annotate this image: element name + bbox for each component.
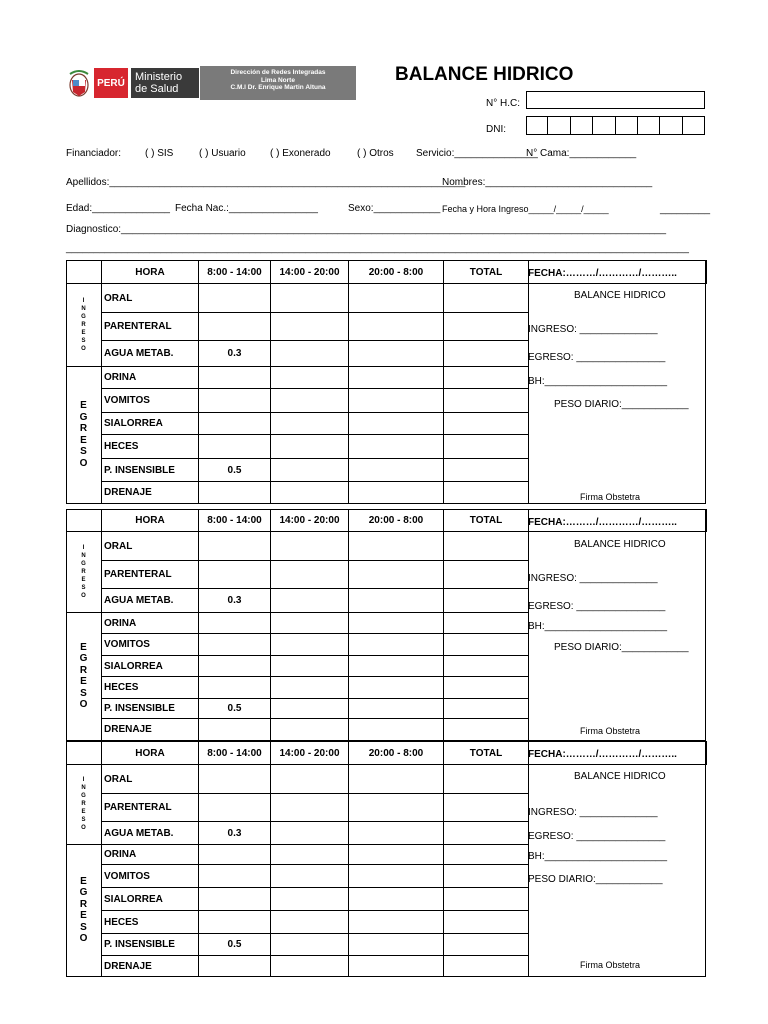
row-label-parenteral: PARENTERAL xyxy=(102,794,199,822)
hora-header: HORA xyxy=(102,742,199,765)
entry-cell-parenteral-1[interactable] xyxy=(199,794,271,822)
row-label-drenaje: DRENAJE xyxy=(102,482,199,504)
balance-block xyxy=(66,509,706,741)
entry-cell-heces-4[interactable] xyxy=(444,677,529,699)
entry-cell-vomitos-3[interactable] xyxy=(349,389,444,413)
entry-cell-orina-3[interactable] xyxy=(349,613,444,634)
entry-cell-oral-2[interactable] xyxy=(271,284,349,313)
option-otros[interactable]: ( ) Otros xyxy=(357,148,394,159)
balance-block xyxy=(66,741,706,977)
entry-cell-sialorrea-2[interactable] xyxy=(271,888,349,911)
fecha-field[interactable]: FECHA:………/…………/……….. xyxy=(528,749,677,760)
direction-box: Dirección de Redes Integradas Lima Norte C.M.I Dr. Enrique Martin Altuna xyxy=(200,66,356,100)
entry-cell-drenaje-4[interactable] xyxy=(444,482,529,504)
entry-cell-drenaje-1[interactable] xyxy=(199,719,271,741)
entry-cell-vomitos-2[interactable] xyxy=(271,389,349,413)
dni-field[interactable] xyxy=(526,116,705,135)
row-label-vomitos: VOMITOS xyxy=(102,634,199,656)
shift-2-header: 14:00 - 20:00 xyxy=(271,510,349,532)
entry-cell-vomitos-2[interactable] xyxy=(271,865,349,888)
entry-cell-heces-1[interactable] xyxy=(199,435,271,459)
entry-cell-parenteral-1[interactable] xyxy=(199,561,271,589)
peso-diario-field[interactable]: PESO DIARIO:____________ xyxy=(554,399,689,410)
entry-cell-heces-4[interactable] xyxy=(444,911,529,934)
entry-cell-drenaje-4[interactable] xyxy=(444,956,529,977)
firma-obstetra-label: Firma Obstetra xyxy=(580,960,641,970)
shift-2-header: 14:00 - 20:00 xyxy=(271,261,349,284)
entry-cell-agua-1[interactable]: 0.3 xyxy=(199,589,271,613)
entry-cell-vomitos-1[interactable] xyxy=(199,389,271,413)
entry-cell-vomitos-2[interactable] xyxy=(271,634,349,656)
shift-3-header: 20:00 - 8:00 xyxy=(349,510,444,532)
total-header: TOTAL xyxy=(444,742,529,765)
dni-digit[interactable] xyxy=(683,116,705,135)
row-label-insensible: P. INSENSIBLE xyxy=(102,459,199,482)
entry-cell-sialorrea-4[interactable] xyxy=(444,888,529,911)
peso-diario-field[interactable]: PESO DIARIO:____________ xyxy=(554,642,689,653)
row-label-parenteral: PARENTERAL xyxy=(102,561,199,589)
row-label-orina: ORINA xyxy=(102,613,199,634)
entry-cell-drenaje-3[interactable] xyxy=(349,482,444,504)
dni-digit[interactable] xyxy=(638,116,660,135)
hora-header: HORA xyxy=(102,261,199,284)
bh-field[interactable]: BH:______________________ xyxy=(528,851,668,862)
entry-cell-agua-4[interactable] xyxy=(444,589,529,613)
fecha-field[interactable]: FECHA:………/…………/……….. xyxy=(528,268,677,279)
dni-digit[interactable] xyxy=(548,116,570,135)
entry-cell-orina-4[interactable] xyxy=(444,613,529,634)
entry-cell-sialorrea-3[interactable] xyxy=(349,413,444,435)
cama-field[interactable]: N° Cama:____________ xyxy=(526,148,637,159)
diagnostico-extra-line[interactable]: ________________________________________________________________________________________________________________ xyxy=(66,243,689,254)
balance-block xyxy=(66,260,706,504)
firma-obstetra-label: Firma Obstetra xyxy=(580,726,641,736)
total-header: TOTAL xyxy=(444,261,529,284)
row-label-oral: ORAL xyxy=(102,532,199,561)
entry-cell-orina-2[interactable] xyxy=(271,845,349,865)
entry-cell-agua-2[interactable] xyxy=(271,589,349,613)
entry-cell-vomitos-3[interactable] xyxy=(349,634,444,656)
entry-cell-orina-3[interactable] xyxy=(349,845,444,865)
page-title: BALANCE HIDRICO xyxy=(395,64,574,85)
nombres-field[interactable]: Nombres:______________________________ xyxy=(442,177,653,188)
entry-cell-insensible-2[interactable] xyxy=(271,699,349,719)
dni-digit[interactable] xyxy=(526,116,548,135)
bh-field[interactable]: BH:______________________ xyxy=(528,376,668,387)
corner-cell xyxy=(67,261,102,284)
egreso-vertical-label: E G R E S O xyxy=(79,875,88,944)
entry-cell-drenaje-3[interactable] xyxy=(349,956,444,977)
ingreso-vertical-label: I N G R E S O xyxy=(81,777,86,831)
entry-cell-insensible-1[interactable]: 0.5 xyxy=(199,934,271,956)
egreso-vertical-label: E G R E S O xyxy=(79,400,88,469)
entry-cell-drenaje-1[interactable] xyxy=(199,482,271,504)
entry-cell-orina-2[interactable] xyxy=(271,367,349,389)
row-label-orina: ORINA xyxy=(102,845,199,865)
entry-cell-agua-3[interactable] xyxy=(349,589,444,613)
entry-cell-vomitos-1[interactable] xyxy=(199,634,271,656)
row-label-agua: AGUA METAB. xyxy=(102,589,199,613)
shift-1-header: 8:00 - 14:00 xyxy=(199,742,271,765)
egreso-vertical-label: E G R E S O xyxy=(79,641,88,710)
entry-cell-agua-4[interactable] xyxy=(444,822,529,845)
row-label-heces: HECES xyxy=(102,435,199,459)
entry-cell-oral-3[interactable] xyxy=(349,532,444,561)
entry-cell-sialorrea-3[interactable] xyxy=(349,656,444,677)
summary-title: BALANCE HIDRICO xyxy=(574,771,666,782)
summary-title: BALANCE HIDRICO xyxy=(574,290,666,301)
entry-cell-agua-1[interactable]: 0.3 xyxy=(199,822,271,845)
entry-cell-insensible-2[interactable] xyxy=(271,934,349,956)
row-label-heces: HECES xyxy=(102,911,199,934)
shift-1-header: 8:00 - 14:00 xyxy=(199,510,271,532)
entry-cell-parenteral-3[interactable] xyxy=(349,561,444,589)
corner-cell xyxy=(67,742,102,765)
summary-title: BALANCE HIDRICO xyxy=(574,539,666,550)
ingreso-vertical-label: I N G R E S O xyxy=(81,544,86,599)
entry-cell-agua-1[interactable]: 0.3 xyxy=(199,341,271,367)
dni-digit[interactable] xyxy=(660,116,682,135)
entry-cell-insensible-3[interactable] xyxy=(349,934,444,956)
entry-cell-orina-4[interactable] xyxy=(444,367,529,389)
entry-cell-drenaje-3[interactable] xyxy=(349,719,444,741)
entry-cell-parenteral-1[interactable] xyxy=(199,313,271,341)
egreso-total-field[interactable]: EGRESO: ________________ xyxy=(528,352,666,363)
entry-cell-oral-2[interactable] xyxy=(271,532,349,561)
entry-cell-parenteral-4[interactable] xyxy=(444,313,529,341)
row-label-sialorrea: SIALORREA xyxy=(102,413,199,435)
entry-cell-orina-4[interactable] xyxy=(444,845,529,865)
entry-cell-oral-2[interactable] xyxy=(271,765,349,794)
entry-cell-sialorrea-4[interactable] xyxy=(444,656,529,677)
entry-cell-orina-1[interactable] xyxy=(199,845,271,865)
ingreso-total-field[interactable]: INGRESO: ______________ xyxy=(528,807,658,818)
row-label-oral: ORAL xyxy=(102,284,199,313)
entry-cell-sialorrea-1[interactable] xyxy=(199,888,271,911)
entry-cell-parenteral-2[interactable] xyxy=(271,794,349,822)
firma-obstetra-label: Firma Obstetra xyxy=(580,492,641,502)
entry-cell-insensible-4[interactable] xyxy=(444,699,529,719)
entry-cell-vomitos-3[interactable] xyxy=(349,865,444,888)
entry-cell-oral-4[interactable] xyxy=(444,765,529,794)
entry-cell-drenaje-1[interactable] xyxy=(199,956,271,977)
row-label-drenaje: DRENAJE xyxy=(102,956,199,977)
row-label-insensible: P. INSENSIBLE xyxy=(102,699,199,719)
entry-cell-oral-4[interactable] xyxy=(444,284,529,313)
ingreso-total-field[interactable]: INGRESO: ______________ xyxy=(528,324,658,335)
entry-cell-oral-1[interactable] xyxy=(199,284,271,313)
peso-diario-field[interactable]: PESO DIARIO:____________ xyxy=(528,874,663,885)
total-header: TOTAL xyxy=(444,510,529,532)
entry-cell-agua-4[interactable] xyxy=(444,341,529,367)
edad-field[interactable]: Edad:______________ xyxy=(66,203,170,214)
entry-cell-heces-4[interactable] xyxy=(444,435,529,459)
hora-header: HORA xyxy=(102,510,199,532)
entry-cell-agua-3[interactable] xyxy=(349,822,444,845)
row-label-orina: ORINA xyxy=(102,367,199,389)
corner-cell xyxy=(67,510,102,532)
entry-cell-heces-2[interactable] xyxy=(271,677,349,699)
apellidos-field[interactable]: Apellidos:________________________________________________________________ xyxy=(66,177,466,188)
row-label-agua: AGUA METAB. xyxy=(102,822,199,845)
entry-cell-heces-2[interactable] xyxy=(271,911,349,934)
entry-cell-insensible-1[interactable]: 0.5 xyxy=(199,699,271,719)
entry-cell-sialorrea-4[interactable] xyxy=(444,413,529,435)
row-label-agua: AGUA METAB. xyxy=(102,341,199,367)
entry-cell-heces-3[interactable] xyxy=(349,911,444,934)
entry-cell-parenteral-2[interactable] xyxy=(271,561,349,589)
shift-2-header: 14:00 - 20:00 xyxy=(271,742,349,765)
row-label-vomitos: VOMITOS xyxy=(102,389,199,413)
bh-field[interactable]: BH:______________________ xyxy=(528,621,668,632)
entry-cell-orina-2[interactable] xyxy=(271,613,349,634)
entry-cell-oral-3[interactable] xyxy=(349,765,444,794)
entry-cell-oral-3[interactable] xyxy=(349,284,444,313)
entry-cell-drenaje-2[interactable] xyxy=(271,956,349,977)
entry-cell-parenteral-3[interactable] xyxy=(349,313,444,341)
entry-cell-sialorrea-2[interactable] xyxy=(271,413,349,435)
row-label-insensible: P. INSENSIBLE xyxy=(102,934,199,956)
shift-1-header: 8:00 - 14:00 xyxy=(199,261,271,284)
entry-cell-drenaje-4[interactable] xyxy=(444,719,529,741)
entry-cell-oral-4[interactable] xyxy=(444,532,529,561)
row-label-sialorrea: SIALORREA xyxy=(102,656,199,677)
entry-cell-vomitos-4[interactable] xyxy=(444,865,529,888)
fecha-nac-field[interactable]: Fecha Nac.:________________ xyxy=(175,203,318,214)
peru-label: PERÚ xyxy=(94,68,128,98)
hora-ingreso-field[interactable]: _________ xyxy=(660,204,711,215)
entry-cell-sialorrea-1[interactable] xyxy=(199,656,271,677)
entry-cell-oral-1[interactable] xyxy=(199,532,271,561)
entry-cell-sialorrea-3[interactable] xyxy=(349,888,444,911)
ingreso-vertical-label: I N G R E S O xyxy=(81,297,86,352)
ingreso-total-field[interactable]: INGRESO: ______________ xyxy=(528,573,658,584)
entry-cell-heces-1[interactable] xyxy=(199,677,271,699)
entry-cell-parenteral-4[interactable] xyxy=(444,794,529,822)
entry-cell-drenaje-2[interactable] xyxy=(271,719,349,741)
diagnostico-field[interactable]: Diagnostico:__________________________________________________________________________________________________ xyxy=(66,224,667,235)
entry-cell-parenteral-3[interactable] xyxy=(349,794,444,822)
entry-cell-insensible-2[interactable] xyxy=(271,459,349,482)
fecha-hora-ingreso-field[interactable]: Fecha y Hora Ingreso_____/_____/_____ xyxy=(442,204,609,214)
dni-label: DNI: xyxy=(486,124,506,135)
hc-label: N° H.C: xyxy=(486,98,520,109)
entry-cell-heces-2[interactable] xyxy=(271,435,349,459)
entry-cell-sialorrea-1[interactable] xyxy=(199,413,271,435)
entry-cell-oral-1[interactable] xyxy=(199,765,271,794)
entry-cell-insensible-1[interactable]: 0.5 xyxy=(199,459,271,482)
row-label-drenaje: DRENAJE xyxy=(102,719,199,741)
hc-field[interactable] xyxy=(526,91,705,109)
row-label-sialorrea: SIALORREA xyxy=(102,888,199,911)
entry-cell-insensible-3[interactable] xyxy=(349,699,444,719)
dni-digit[interactable] xyxy=(571,116,593,135)
entry-cell-parenteral-4[interactable] xyxy=(444,561,529,589)
entry-cell-agua-2[interactable] xyxy=(271,822,349,845)
financiador-label: Financiador: xyxy=(66,148,122,159)
shift-3-header: 20:00 - 8:00 xyxy=(349,261,444,284)
row-label-oral: ORAL xyxy=(102,765,199,794)
option-exonerado[interactable]: ( ) Exonerado xyxy=(270,148,331,159)
ministry-label: Ministerio de Salud xyxy=(131,68,199,98)
entry-cell-heces-1[interactable] xyxy=(199,911,271,934)
entry-cell-vomitos-1[interactable] xyxy=(199,865,271,888)
entry-cell-insensible-3[interactable] xyxy=(349,459,444,482)
shift-3-header: 20:00 - 8:00 xyxy=(349,742,444,765)
option-sis[interactable]: ( ) SIS xyxy=(145,148,174,159)
entry-cell-orina-1[interactable] xyxy=(199,613,271,634)
dni-digit[interactable] xyxy=(593,116,615,135)
entry-cell-insensible-4[interactable] xyxy=(444,459,529,482)
row-label-parenteral: PARENTERAL xyxy=(102,313,199,341)
entry-cell-parenteral-2[interactable] xyxy=(271,313,349,341)
entry-cell-insensible-4[interactable] xyxy=(444,934,529,956)
entry-cell-vomitos-4[interactable] xyxy=(444,389,529,413)
fecha-field[interactable]: FECHA:………/…………/……….. xyxy=(528,517,677,528)
entry-cell-drenaje-2[interactable] xyxy=(271,482,349,504)
entry-cell-sialorrea-2[interactable] xyxy=(271,656,349,677)
entry-cell-heces-3[interactable] xyxy=(349,677,444,699)
entry-cell-heces-3[interactable] xyxy=(349,435,444,459)
dni-digit[interactable] xyxy=(616,116,638,135)
row-label-vomitos: VOMITOS xyxy=(102,865,199,888)
entry-cell-agua-2[interactable] xyxy=(271,341,349,367)
egreso-total-field[interactable]: EGRESO: ________________ xyxy=(528,831,666,842)
peru-coat-of-arms-icon xyxy=(66,66,92,100)
egreso-total-field[interactable]: EGRESO: ________________ xyxy=(528,601,666,612)
entry-cell-orina-3[interactable] xyxy=(349,367,444,389)
row-label-heces: HECES xyxy=(102,677,199,699)
option-usuario[interactable]: ( ) Usuario xyxy=(199,148,246,159)
servicio-field[interactable]: Servicio:_______________ xyxy=(416,148,538,159)
entry-cell-orina-1[interactable] xyxy=(199,367,271,389)
entry-cell-vomitos-4[interactable] xyxy=(444,634,529,656)
entry-cell-agua-3[interactable] xyxy=(349,341,444,367)
sexo-field[interactable]: Sexo:____________ xyxy=(348,203,441,214)
